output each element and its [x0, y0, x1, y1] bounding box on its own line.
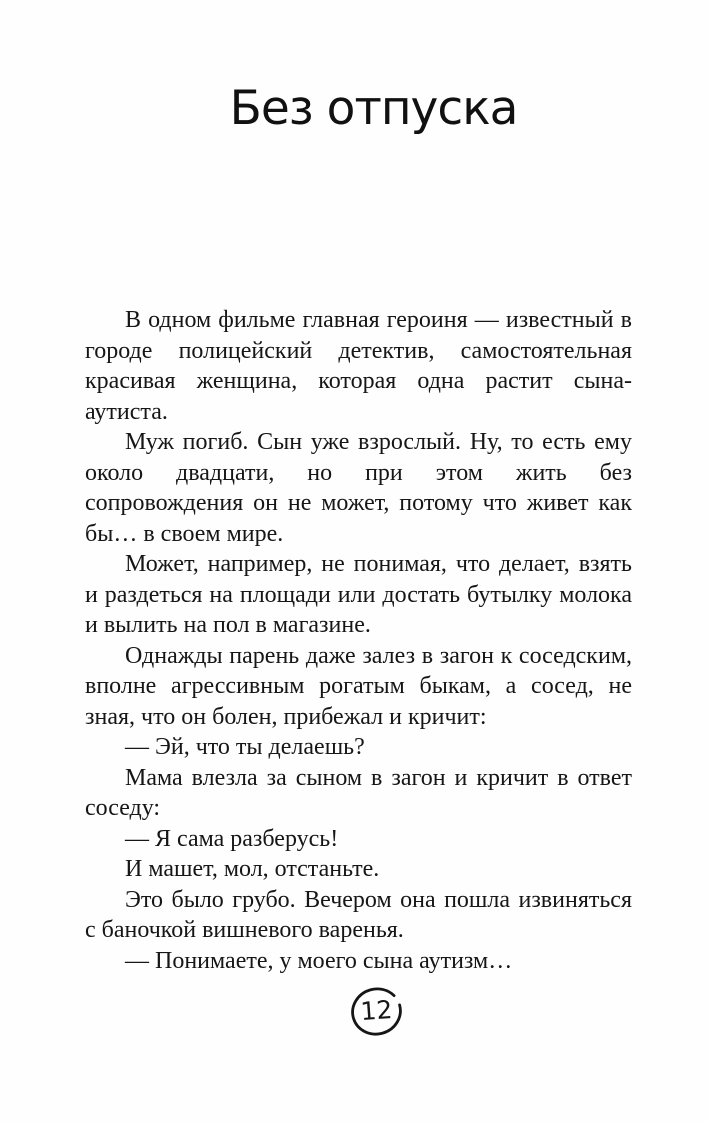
paragraph-dialogue: — Я сама разберусь! — [125, 825, 339, 852]
paragraph: Это было грубо. Вечером она пошла извиняться с баночкой вишневого варенья. — [85, 886, 632, 943]
paragraph-dialogue: — Понимаете, у моего сына аутизм… — [125, 947, 513, 974]
paragraph-dialogue: — Эй, что ты делаешь? — [125, 734, 365, 760]
paragraph: В одном фильме главная героиня — известный в городе полицейский детектив, самостоятельная красивая женщина, которая одна растит сына-аутиста. — [85, 307, 632, 425]
page-number-badge — [350, 986, 403, 1037]
paragraph: Мама влезла за сыном в загон и кричит в ответ соседу: — [85, 764, 632, 821]
paragraph: Может, например, не понимая, что делает, взять и раздеться на площади или достать бутылку молока и вылить на пол в магазине. — [85, 551, 632, 638]
chapter-title: Без отпуска — [229, 81, 518, 136]
paragraph: Муж погиб. Сын уже взрослый. Ну, то есть ему около двадцати, но при этом жить без сопровождения он не может, потому что живет как бы… в своем мире. — [85, 429, 632, 547]
paragraph: Однажды парень даже залез в загон к соседским, вполне агрессивным рогатым быкам, а сосед, не зная, что он болен, прибежал и кричит: — [85, 642, 632, 730]
page-number: 12 — [359, 994, 394, 1027]
paragraph: И машет, мол, отстаньте. — [125, 856, 380, 882]
body-text — [85, 305, 632, 976]
